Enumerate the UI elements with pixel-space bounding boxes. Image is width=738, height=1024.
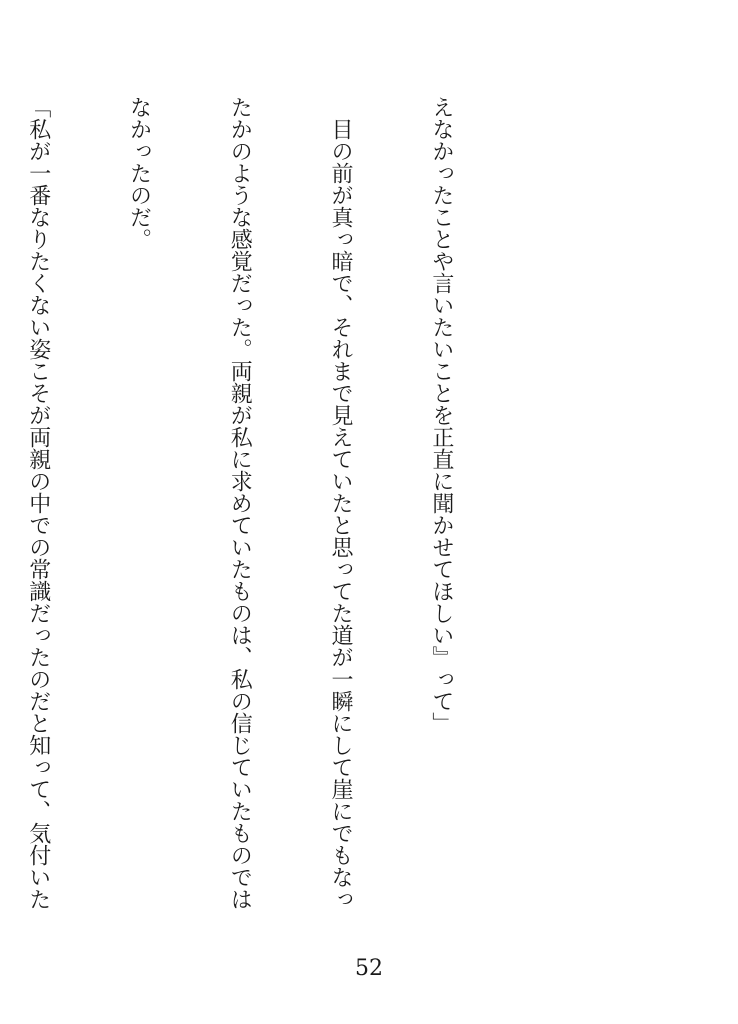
text-line-2: 目の前が真っ暗で、それまで見えていたと思ってた道が一瞬にして崖にでもなっ [328,96,354,910]
vertical-body-text [0,96,525,948]
text-line-4: なかったのだ。 [126,96,152,250]
text-line-3: たかのような感覚だった。両親が私に求めていたものは、私の信じていたものでは [227,96,253,910]
text-line-1: えなかったことや言いたいことを正直に聞かせてほしい』って」 [428,96,454,734]
text-line-5: 「私が一番なりたくない姿こそが両親の中での常識だったのだと知って、気付いた [25,96,51,910]
page-number: 52 [355,956,383,981]
